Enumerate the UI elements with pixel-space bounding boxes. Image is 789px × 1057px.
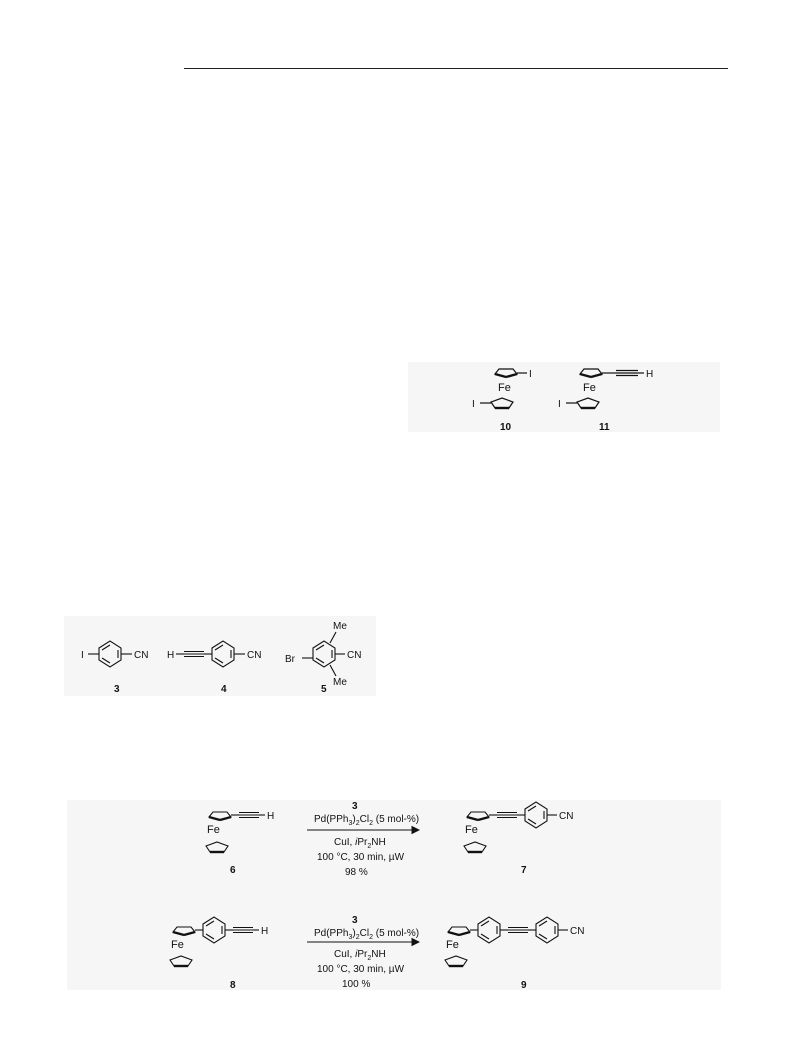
compound-label-7: 7 [521, 865, 527, 876]
atom-hydrogen: H [646, 369, 654, 380]
atom-iodine: I [81, 650, 84, 661]
compound-label-6: 6 [230, 865, 236, 876]
atom-iron: Fe [498, 382, 511, 394]
compound-label-11: 11 [599, 422, 610, 432]
atom-iron: Fe [583, 382, 596, 394]
compound-label-5: 5 [321, 684, 327, 695]
atom-hydrogen: H [267, 811, 275, 822]
atom-hydrogen: H [167, 650, 175, 661]
compound-5-structure [302, 632, 345, 676]
compound-label-4: 4 [221, 684, 227, 695]
atom-bromine: Br [285, 654, 295, 665]
atom-nitrile: CN [559, 811, 574, 822]
figure-nitriles-3-4-5 [64, 616, 376, 696]
compound-9-structure [445, 917, 568, 966]
compound-7-structure [464, 802, 557, 852]
reagent-label: 3 [352, 801, 358, 812]
yield-text: 100 % [342, 979, 371, 990]
cocatalyst-base-text: CuI, iPr$_2$NH [334, 837, 386, 850]
atom-hydrogen: H [261, 926, 269, 937]
compound-label-3: 3 [114, 684, 120, 695]
compound-4-structure [176, 641, 245, 667]
reagent-label: 3 [352, 915, 358, 926]
atom-iodine: I [558, 399, 561, 410]
group-methyl: Me [333, 677, 347, 688]
compound-3-structure [88, 641, 132, 667]
atom-iron: Fe [207, 824, 220, 836]
header-rule [184, 68, 728, 69]
atom-iron: Fe [465, 824, 478, 836]
compound-label-8: 8 [230, 980, 236, 990]
compound-label-9: 9 [521, 980, 527, 990]
compound-11-structure [566, 369, 644, 408]
atom-iron: Fe [171, 939, 184, 951]
atom-nitrile: CN [134, 650, 149, 661]
figure-scheme-sonogashira [67, 800, 721, 990]
group-methyl: Me [333, 621, 347, 632]
catalyst-text: $Pd(PPh_3)_2Cl_2$ (5 mol-%) [314, 814, 420, 827]
atom-nitrile: CN [570, 926, 585, 937]
atom-iron: Fe [446, 939, 459, 951]
atom-nitrile: CN [247, 650, 262, 661]
catalyst-text: $Pd(PPh_3)_2Cl_2$ (5 mol-%) [314, 928, 420, 941]
conditions-text: 100 °C, 30 min, µW [317, 964, 405, 975]
atom-iodine: I [529, 369, 532, 380]
figure-ferrocenes-10-11 [408, 362, 720, 432]
yield-text: 98 % [345, 867, 368, 878]
compound-label-10: 10 [500, 422, 512, 432]
atom-iodine: I [472, 399, 475, 410]
cocatalyst-base-text: CuI, iPr$_2$NH [334, 949, 386, 962]
conditions-text: 100 °C, 30 min, µW [317, 852, 405, 863]
atom-nitrile: CN [347, 650, 362, 661]
